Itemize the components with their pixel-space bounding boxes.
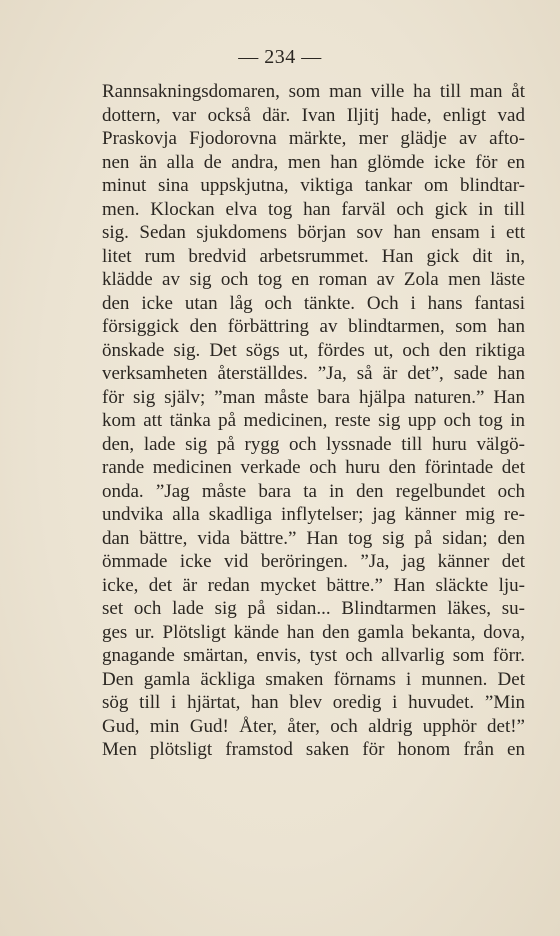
text-line: icke, det är redan mycket bättre.” Han släckte lju-: [102, 574, 525, 596]
text-line: den icke utan låg och tänkte. Och i hans fantasi: [102, 292, 525, 314]
text-line: undvika alla skadliga inflytelser; jag känner mig re-: [102, 504, 525, 525]
text-line: rande medicinen verkade och huru den förintade det: [102, 457, 525, 478]
text-line: ges ur. Plötsligt kände han den gamla bekanta, dova,: [102, 621, 525, 643]
text-line: klädde av sig och tog en roman av Zola men läste: [102, 269, 525, 290]
text-line: onda. ”Jag måste bara ta in den regelbundet och: [102, 480, 525, 502]
text-line: sög till i hjärtat, han blev oredig i huvudet. ”Min: [102, 692, 525, 713]
text-line: för sig själv; ”man måste bara hjälpa naturen.” Han: [102, 386, 525, 408]
text-line: litet rum bredvid arbetsrummet. Han gick dit in,: [102, 245, 525, 267]
text-line: gnagande smärtan, envis, tyst och allvarlig som förr.: [102, 645, 525, 666]
text-line: Den gamla äckliga smaken förnams i munnen. Det: [102, 668, 525, 690]
body-text: [102, 80, 525, 762]
text-line: nen än alla de andra, men han glömde icke för en: [102, 151, 525, 173]
page-number: — 234 —: [238, 46, 322, 68]
text-line: Praskovja Fjodorovna märkte, mer glädje av afto-: [102, 128, 525, 149]
text-line: minut sina uppskjutna, viktiga tankar om blindtar-: [102, 175, 525, 196]
text-line: Gud, min Gud! Åter, åter, och aldrig upphör det!”: [102, 715, 525, 737]
text-line: dottern, var också där. Ivan Iljitj hade, enligt vad: [102, 104, 525, 126]
text-line: kom att tänka på medicinen, reste sig upp och tog in: [102, 410, 525, 431]
text-line: verksamheten återställdes. ”Ja, så är det”, sade han: [102, 363, 525, 384]
text-line: set och lade sig på sidan... Blindtarmen läkes, su-: [102, 598, 525, 619]
text-line: den, lade sig på rygg och lyssnade till huru välgö-: [102, 433, 525, 455]
text-line: försiggick den förbättring av blindtarmen, som han: [102, 316, 525, 337]
text-line: Men plötsligt framstod saken för honom från en: [102, 739, 525, 760]
text-line: dan bättre, vida bättre.” Han tog sig på sidan; den: [102, 527, 525, 549]
text-line: ömmade icke vid beröringen. ”Ja, jag känner det: [102, 551, 525, 572]
text-line: sig. Sedan sjukdomens början sov han ensam i ett: [102, 222, 525, 243]
text-line: Rannsakningsdomaren, som man ville ha till man åt: [102, 81, 525, 102]
text-line: men. Klockan elva tog han farväl och gick in till: [102, 198, 525, 220]
text-line: önskade sig. Det sögs ut, fördes ut, och den riktiga: [102, 339, 525, 361]
